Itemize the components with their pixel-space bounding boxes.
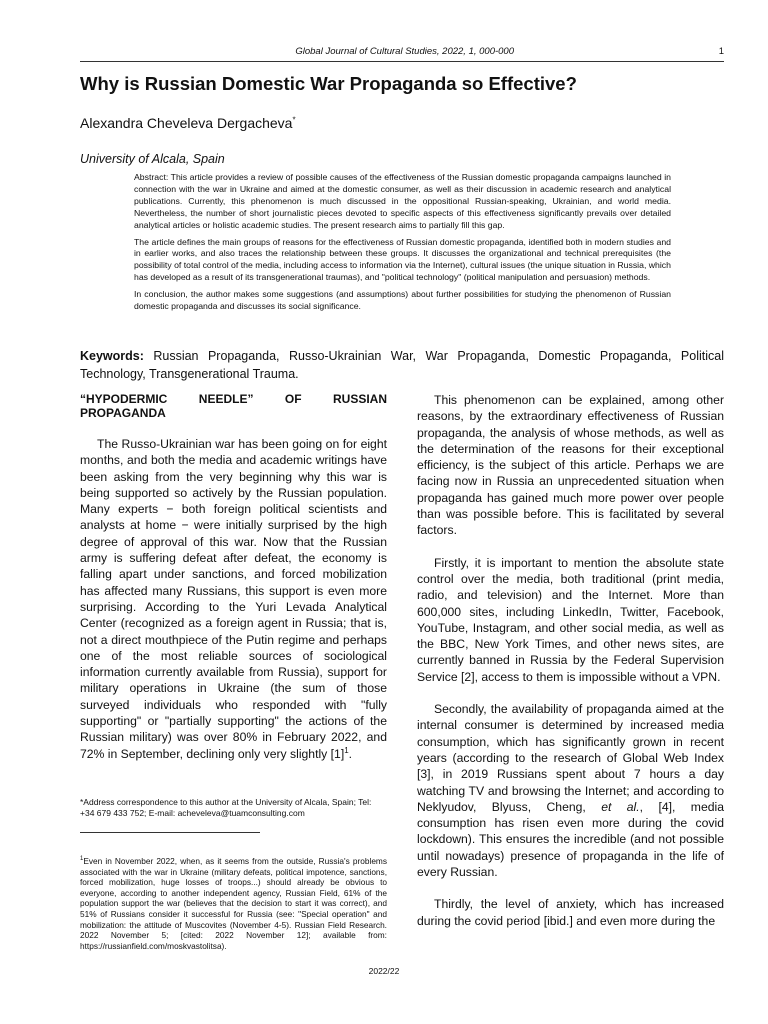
header-rule bbox=[80, 61, 724, 62]
running-head bbox=[80, 46, 724, 60]
body-paragraph: Thirdly, the level of anxiety, which has increased during the covid period [ibid.] and even more during the bbox=[417, 897, 724, 928]
journal-citation: Global Journal of Cultural Studies, 2022, 1, 000-000 bbox=[295, 46, 514, 57]
body-paragraph bbox=[417, 701, 724, 880]
page-number: 1 bbox=[718, 46, 724, 57]
abstract-paragraph-2: The article defines the main groups of reasons for the effectiveness of Russian domestic propaganda, identified both in modern studies and in earlier works, and also traces the relationship between these groups. It discusses the organizational and technical prerequisites (the possibility of total control of the media, including access to information via the Internet), cultural issues (the unique situation in Russia, which has developed as a result of its transgenerational traumas), and "political technology" (political manipulation and persuasion) methods. bbox=[134, 236, 671, 283]
section-heading bbox=[80, 392, 387, 420]
section-heading-line-2: PROPAGANDA bbox=[80, 406, 166, 420]
body-paragraph bbox=[80, 436, 387, 762]
footnote-text: Even in November 2022, when, as it seems from the outside, Russia's problems associated with the war in Ukraine (military defeats, political impotence, sanctions, forced mobilization, huge losses of troops...) should already be obvious to everyone, according to another independent agency, Russian Field, 61% of the population support the war (believes that the decision to start it was correct), and 51% of Russians consider it successful for Russia (see: "Special operation" and mobilization: the attitude of Muscovites (November 4-5). Russian Field Research. 2022 November 5; [cited: 2022 November 12]; available from: https://russianfield.com/moskvastolitsa). bbox=[80, 856, 387, 951]
body-text: Secondly, the availability of propaganda aimed at the internal consumer is determined by increased media consumption, which has significantly grown in recent years (according to the research of Global Web Index [3], in 2019 Russians spent about 7 hours a day watching TV and browsing the Internet; and according to Neklyudov, Blyuss, Cheng, bbox=[417, 702, 724, 814]
author-mark: * bbox=[292, 115, 296, 125]
footnote-rule bbox=[80, 832, 260, 833]
right-column bbox=[417, 392, 724, 929]
correspondence-note: *Address correspondence to this author at the University of Alcala, Spain; Tel: +34 679 433 752; E-mail: acheveleva@tuamconsulting.com bbox=[80, 797, 372, 818]
body-text-italic: et al. bbox=[601, 799, 640, 814]
page-footer: 2022/22 bbox=[368, 966, 400, 976]
abstract-paragraph-3: In conclusion, the author makes some suggestions (and assumptions) about further possibilities for studying the phenomenon of Russian domestic propaganda and discusses its social significance. bbox=[134, 289, 671, 312]
body-text: , [4], media consumption has risen even more during the covid lockdown). This ensures the incredible (and not possible until nowadays) presence of propaganda in the life of every Russian. bbox=[417, 799, 724, 880]
body-paragraph: This phenomenon can be explained, among other reasons, by the extraordinary effectiveness of Russian propaganda, the analysis of whose methods, as well as the determination of the reasons for their exceptional efficiency, is the subject of this article. Perhaps we are facing now in Russia an unprecedented situation when propaganda has gained much more power over people than was possible before. This is facilitated by several factors. bbox=[417, 393, 724, 538]
body-text-end: . bbox=[348, 746, 353, 761]
body-text: The Russo-Ukrainian war has been going on for eight months, and both the media and academic writings have been asking from the very beginning why this war is being supported so actively by the Russian population. Many experts − both foreign political scientists and analysts at home − were initially surprised by the high degree of approval of this war. Now that the Russian army is suffering defeat after defeat, the economy is falling apart under sanctions, and forced mobilization has affected many Russians, this support is even more surprising. According to the Yuri Levada Analytical Center (recognized as a foreign agent in Russia; that is, not a direct mouthpiece of the Putin regime and perhaps one of the most reliable sources of sociological information currently available from Russia), support for military operations in Ukraine (the sum of those surveyed individuals who responded with "fully supporting" or "partially supporting" the actions of the Russian military) was over 80% in February 2022, and 72% in September, declining only very slightly [1] bbox=[80, 437, 387, 761]
author-line bbox=[80, 115, 296, 131]
body-paragraph: Firstly, it is important to mention the absolute state control over the media, both traditional (print media, radio, and television) and the Internet. More than 600,000 sites, including LinkedIn, Twitter, Facebook, YouTube, Instagram, and other social media, as well as the BBC, New York Times, and other news sites, are currently banned in Russia by the Federal Supervision Service [2], access to them is impossible without a VPN. bbox=[417, 555, 724, 684]
left-column bbox=[80, 392, 387, 762]
author-name: Alexandra Cheveleva Dergacheva bbox=[80, 115, 293, 131]
affiliation: University of Alcala, Spain bbox=[80, 152, 225, 166]
keywords-label: Keywords: bbox=[80, 349, 144, 363]
abstract bbox=[134, 172, 671, 318]
footnote-mark: 1 bbox=[80, 856, 84, 863]
keywords-text: Russian Propaganda, Russo-Ukrainian War, War Propaganda, Domestic Propaganda, Political Technology, Transgenerational Trauma. bbox=[80, 349, 724, 381]
footnote-1 bbox=[80, 856, 387, 951]
section-heading-line-1: “HYPODERMIC NEEDLE” OF RUSSIAN bbox=[80, 392, 387, 406]
footnote-ref[interactable]: 1 bbox=[344, 745, 349, 755]
abstract-paragraph-1: Abstract: This article provides a review of possible causes of the effectiveness of the Russian domestic propaganda campaigns launched in connection with the war in Ukraine and aimed at the domestic consumer, as well as their discussion in academic research and analytical publications. Currently, this phenomenon is much discussed in the oppositional Russian-speaking, Ukrainian, and world media. Nevertheless, the number of short journalistic pieces devoted to specific aspects of this effectiveness significantly prevails over detailed analytical articles or holistic academic studies. The present research aims to partially fill this gap. bbox=[134, 172, 671, 230]
keywords bbox=[80, 347, 724, 383]
article-title: Why is Russian Domestic War Propaganda so Effective? bbox=[80, 73, 577, 94]
